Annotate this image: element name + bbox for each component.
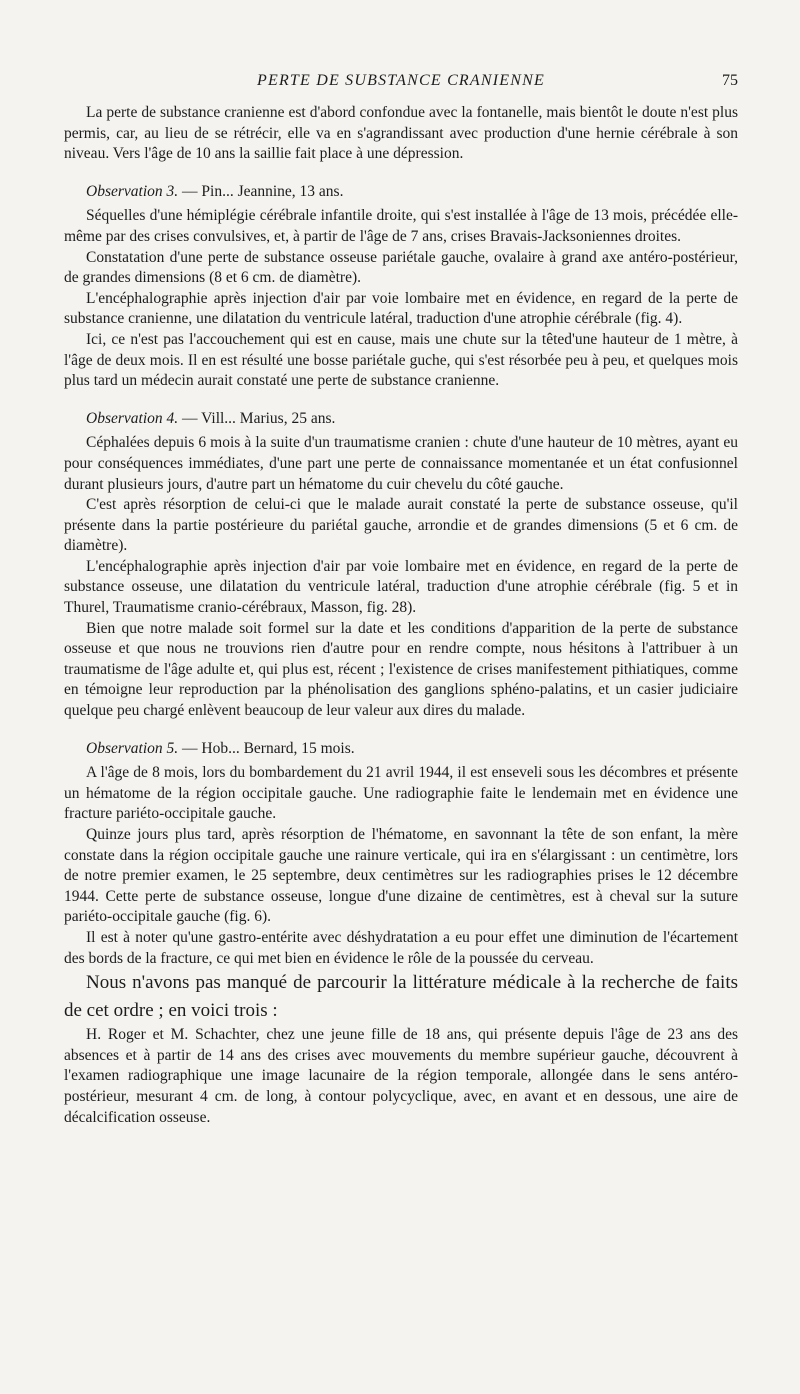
observation-subject: Pin... Jeannine, 13 ans.	[201, 182, 344, 200]
observation-dash: —	[178, 739, 202, 757]
page-number: 75	[722, 72, 738, 89]
observation-paragraph: L'encéphalographie après injection d'air par voie lombaire met en évidence, en regard de la perte de substance osseuse, une dilatation du ventricule latéral, traduction d'une atrophie cérébrale (fig. 5 et in Thurel, Traumatisme cranio-cérébraux, Masson, fig. 28).	[64, 557, 738, 617]
observation-dash: —	[178, 409, 202, 427]
case-paragraph: H. Roger et M. Schachter, chez une jeune fille de 18 ans, qui présente depuis l'âge de 23 ans des absences et à partir de 14 ans des crises avec mouvements du membre supérieur gauche, découvrent à l'examen radiographique une image lacunaire de la région temporale, allongée dans le sens antéro-postérieur, mesurant 4 cm. de long, à contour polycyclique, avec, en avant et en dessous, une aire de décalcification osseuse.	[64, 1026, 738, 1126]
observation-paragraph: Céphalées depuis 6 mois à la suite d'un traumatisme cranien : chute d'une hauteur de 10 mètres, ayant eu pour conséquences immédiates, d'une part une perte de connaissance momentanée et un état confusionnel durant plusieurs jours, d'autre part un hématome du cuir chevelu du côté gauche.	[64, 434, 738, 493]
observation-paragraph: Il est à noter qu'une gastro-entérite avec déshydratation a eu pour effet une diminution de l'écartement des bords de la fracture, ce qui met bien en évidence le rôle de la poussée du cerveau.	[64, 928, 738, 967]
body-text	[64, 103, 738, 1128]
observation-paragraph: C'est après résorption de celui-ci que le malade aurait constaté la perte de substance osseuse, qu'il présente dans la partie postérieure du pariétal gauche, arrondie et de grandes dimensions (5 et 6 cm. de diamètre).	[64, 496, 738, 555]
observation-paragraph: Bien que notre malade soit formel sur la date et les conditions d'apparition de la perte de substance osseuse et que nous ne trouvions rien d'autre pour en rendre compte, nous hésitons à l'attribuer à un traumatisme de l'âge adulte et, qui plus est, récent ; l'existence de crises manifestement pithiatiques, comme en témoigne leur reproduction par la phénolisation des ganglions sphéno-palatins, et un casier judiciaire quelque peu chargé enlèvent beaucoup de leur valeur aux dires du malade.	[64, 619, 738, 720]
case-report	[64, 1025, 738, 1128]
observation-paragraph: L'encéphalographie après injection d'air par voie lombaire met en évidence, en regard de la perte de substance cranienne, une dilatation du ventricule latéral, traduction d'une atrophie cérébrale (fig. 4).	[64, 289, 738, 328]
observation-label: Observation 3.	[86, 182, 179, 200]
observation-paragraph: Ici, ce n'est pas l'accouchement qui est en cause, mais une chute sur la têted'une hauteur de 1 mètre, à l'âge de deux mois. Il en est résulté une bosse pariétale guche, qui s'est résorbée peu à peu, et quelques mois plus tard un médecin aurait constaté une perte de substance cranienne.	[64, 330, 738, 390]
observation-paragraph: Constatation d'une perte de substance osseuse pariétale gauche, ovalaire à grand axe antéro-postérieur, de grandes dimensions (8 et 6 cm. de diamètre).	[64, 248, 738, 287]
observation-paragraph: Séquelles d'une hémiplégie cérébrale infantile droite, qui s'est installée à l'âge de 13 mois, précédée elle-même par des crises convulsives, et, à partir de l'âge de 7 ans, crises Bravais-Jacksoniennes droites.	[64, 207, 738, 245]
observation-heading	[64, 739, 738, 760]
observation-paragraph: Quinze jours plus tard, après résorption de l'hématome, en savonnant la tête de son enfant, la mère constate dans la région occipitale gauche une rainure verticale, qui ira en s'élargissant : un centimètre, lors de notre premier examen, le 25 septembre, deux centimètres sur les radiographies prises le 12 décembre 1944. Cette perte de substance osseuse, longue d'une dizaine de centimètres, est à cheval sur la suture pariéto-occipitale gauche (fig. 6).	[64, 826, 738, 926]
page-header	[64, 72, 738, 96]
observation-paragraph: A l'âge de 8 mois, lors du bombardement du 21 avril 1944, il est enseveli sous les décombres et présente un hématome de la région occipitale gauche. Une radiographie faite le lendemain met en évidence une fracture pariéto-occipitale gauche.	[64, 764, 738, 823]
observation-dash: —	[178, 182, 202, 200]
observation-subject: Vill... Marius, 25 ans.	[201, 409, 336, 427]
observation-subject: Hob... Bernard, 15 mois.	[201, 739, 355, 757]
observation-label: Observation 4.	[86, 409, 179, 427]
observation-heading	[64, 182, 738, 203]
observation-label: Observation 5.	[86, 739, 179, 757]
observation-heading	[64, 409, 738, 430]
section-intro: Nous n'avons pas manqué de parcourir la littérature médicale à la recherche de faits de cet ordre ; en voici trois :	[64, 972, 738, 1022]
intro-paragraph: La perte de substance cranienne est d'abord confondue avec la fontanelle, mais bientôt le doute n'est plus permis, car, au lieu de se rétrécir, elle va en s'agrandissant avec production d'une hernie cérébrale à son niveau. Vers l'âge de 10 ans la saillie fait place à une dépression.	[64, 104, 738, 163]
running-title: PERTE DE SUBSTANCE CRANIENNE	[257, 72, 545, 89]
